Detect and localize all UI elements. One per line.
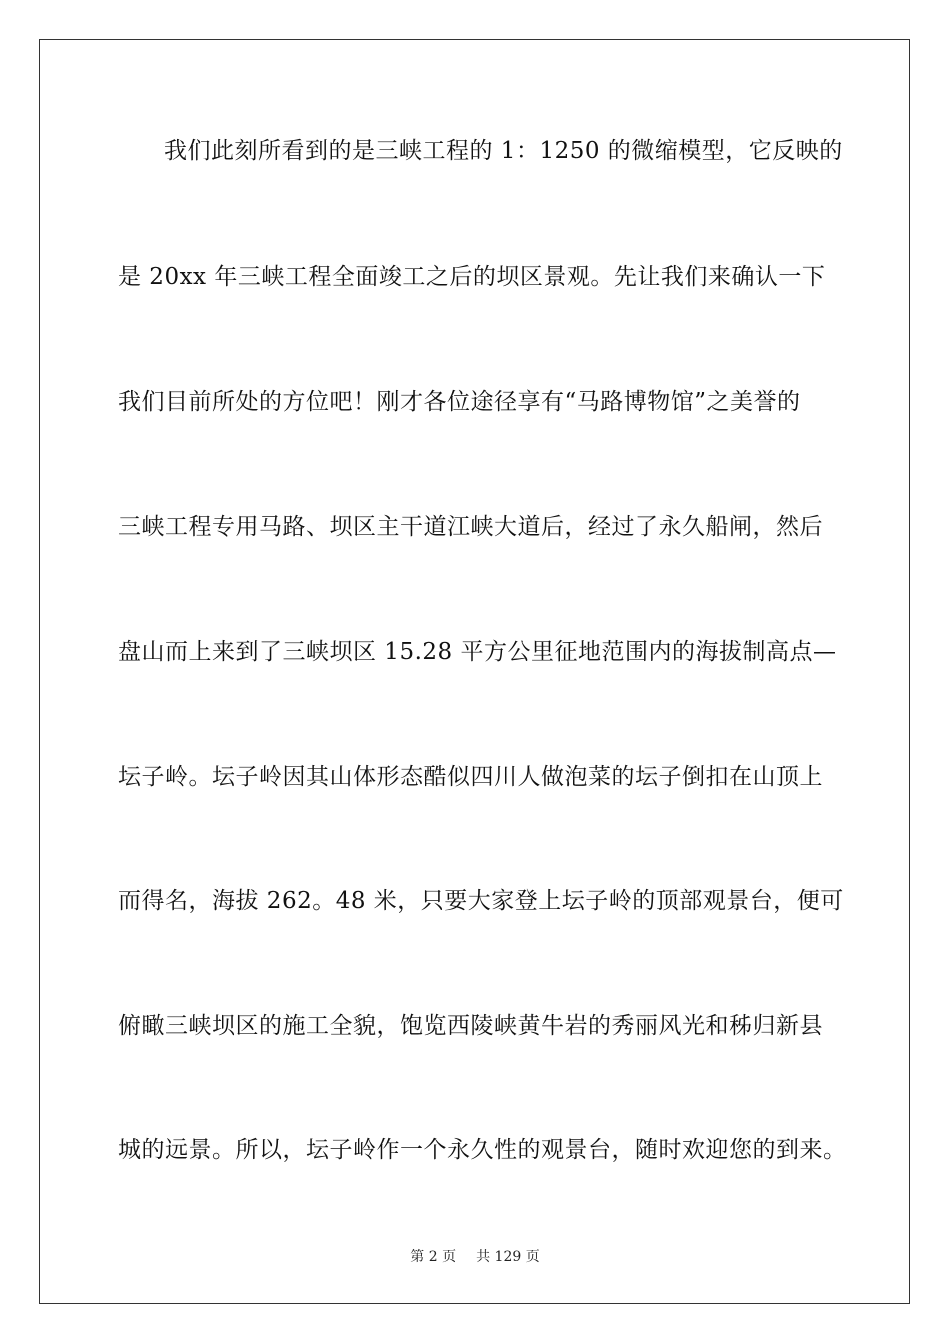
page-border xyxy=(39,39,910,1304)
paragraph-line: 坛子岭。坛子岭因其山体形态酷似四川人做泡菜的坛子倒扣在山顶上 xyxy=(118,764,823,790)
paragraph-line: 是 20xx 年三峡工程全面竣工之后的坝区景观。先让我们来确认一下 xyxy=(118,264,826,290)
paragraph-line: 盘山而上来到了三峡坝区 15.28 平方公里征地范围内的海拔制高点— xyxy=(118,639,837,665)
paragraph-line: 我们目前所处的方位吧！刚才各位途径享有“马路博物馆”之美誉的 xyxy=(118,389,801,415)
paragraph-line: 三峡工程专用马路、坝区主干道江峡大道后，经过了永久船闸，然后 xyxy=(118,514,823,540)
paragraph-line: 俯瞰三峡坝区的施工全貌，饱览西陵峡黄牛岩的秀丽风光和秭归新县 xyxy=(118,1013,823,1039)
paragraph-line: 城的远景。所以，坛子岭作一个永久性的观景台，随时欢迎您的到来。 xyxy=(118,1137,847,1163)
paragraph-line: 我们此刻所看到的是三峡工程的 1：1250 的微缩模型，它反映的 xyxy=(164,138,843,164)
page-number: 第 2 页 xyxy=(410,1249,457,1265)
page-footer xyxy=(0,1247,950,1267)
total-pages: 共 129 页 xyxy=(476,1249,540,1265)
paragraph-line: 而得名，海拔 262。48 米，只要大家登上坛子岭的顶部观景台，便可 xyxy=(118,888,844,914)
